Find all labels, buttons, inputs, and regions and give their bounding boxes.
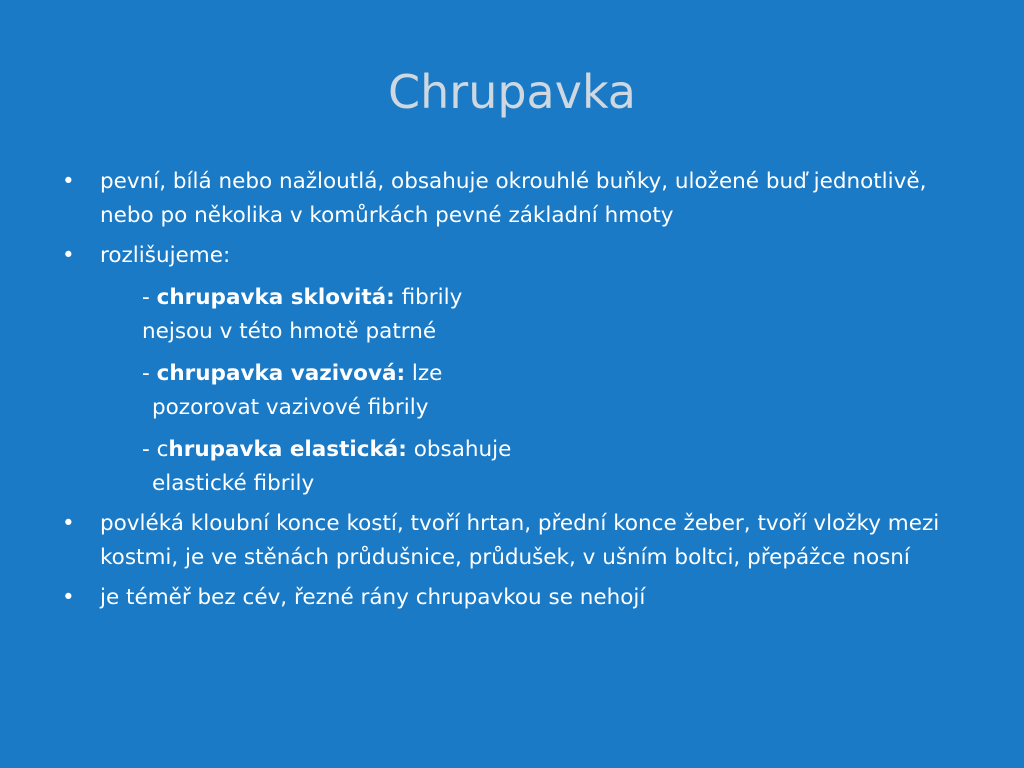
bullet-icon: • [62,585,75,610]
cartilage-type-elastic [62,433,962,501]
bullet-text: rozlišujeme: [100,243,231,268]
bullet-item-types [62,239,962,273]
cartilage-type-fibrous [62,357,962,425]
bullet-icon: • [62,511,75,536]
bullet-item-location [62,507,962,575]
type-desc: obsahuje [406,437,512,462]
type-name: chrupavka vazivová: [156,361,406,386]
slide-content [62,165,962,621]
type-desc-continued: elastické fibrily [152,471,315,496]
bullet-item-description [62,165,962,233]
type-prefix: - [142,285,157,310]
type-desc-continued: pozorovat vazivové fibrily [152,395,429,420]
bullet-icon: • [62,243,75,268]
bullet-item-vascularity [62,581,962,615]
bullet-icon: • [62,169,75,194]
bullet-text: povléká kloubní konce kostí, tvoří hrtan, přední konce žeber, tvoří vložky mezi kostmi, je ve stěnách průdušnice, průdušek, v ušním boltci, přepážce nosní [100,511,940,570]
type-prefix: - [142,361,157,386]
type-prefix: - c [142,437,169,462]
bullet-text: je téměř bez cév, řezné rány chrupavkou se nehojí [100,585,646,610]
cartilage-type-hyaline [62,281,962,349]
type-name: chrupavka sklovitá: [156,285,395,310]
slide-title: Chrupavka [388,65,636,119]
type-desc: lze [405,361,443,386]
type-desc: fibrily [394,285,463,310]
type-desc-continued: nejsou v této hmotě patrné [142,319,437,344]
bullet-text: pevní, bílá nebo nažloutlá, obsahuje okrouhlé buňky, uložené buď jednotlivě, nebo po několika v komůrkách pevné základní hmoty [100,169,927,228]
type-name: hrupavka elastická: [168,437,407,462]
